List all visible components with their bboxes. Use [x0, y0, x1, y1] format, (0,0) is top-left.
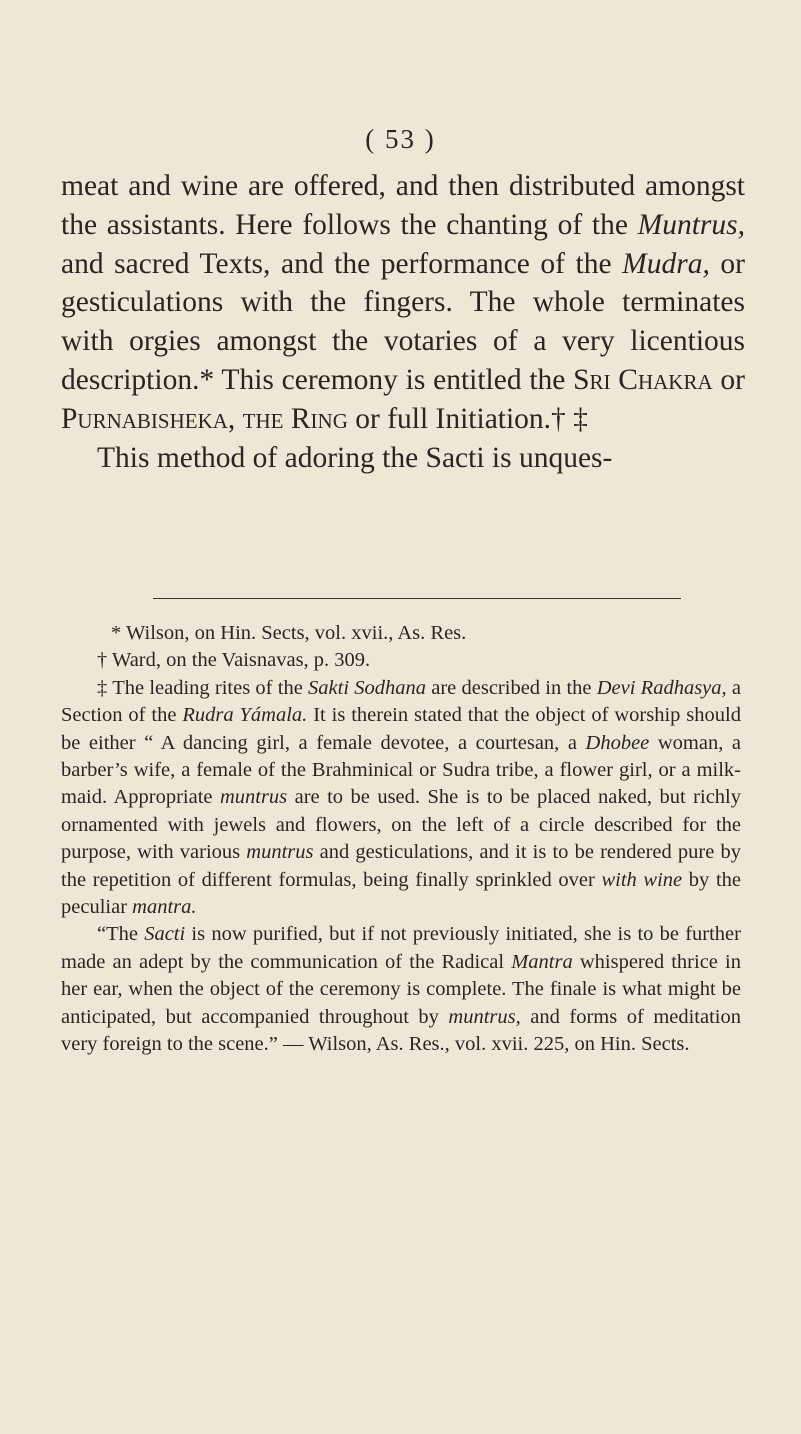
- footnote: † Ward, on the Vaisnavas, p. 309.: [97, 649, 371, 672]
- paragraph: This method of adoring the Sacti is unques-: [97, 441, 613, 474]
- main-text: [61, 167, 745, 477]
- footnote: ‡ The leading rites of the Sakti Sodhana are described in the Devi Radhasya, a Section of the Rudra Yámala. It is therein stated that the object of worship should be either “ A dancing girl, a female devotee, a courtesan, a Dhobee woman, a barber’s wife, a female of the Brahminical or Sudra tribe, a flower girl, or a milk-maid. Appropriate muntrus are to be used. She is to be placed naked, but richly ornamented with jewels and flowers, on the left of a circle described for the purpose, with various muntrus and gesticulations, and it is to be rendered pure by the repetition of different formulas, being finally sprinkled over with wine by the peculiar mantra.: [61, 676, 741, 919]
- footnote: “The Sacti is now purified, but if not previously initiated, she is to be further made an adept by the communication of the Radical Mantra whispered thrice in her ear, when the object of the ceremony is complete. The finale is what might be anticipated, but accompanied throughout by muntrus, and forms of meditation very foreign to the scene.” — Wilson, As. Res., vol. xvii. 225, on Hin. Sects.: [61, 923, 741, 1056]
- footnote-divider: [153, 598, 681, 599]
- paragraph: meat and wine are offered, and then distributed amongst the assistants. Here follows the chanting of the Muntrus, and sacred Texts, and the performance of the Mudra, or gesticulations with the fingers. The whole terminates with orgies amongst the votaries of a very licentious description.* This ceremony is entitled the Sri Chakra or Purnabisheka, the Ring or full Initiation.† ‡: [61, 170, 745, 435]
- footnote: * Wilson, on Hin. Sects, vol. xvii., As. Res.: [111, 622, 467, 644]
- footnotes: [61, 620, 741, 1059]
- page-number: ( 53 ): [365, 124, 436, 154]
